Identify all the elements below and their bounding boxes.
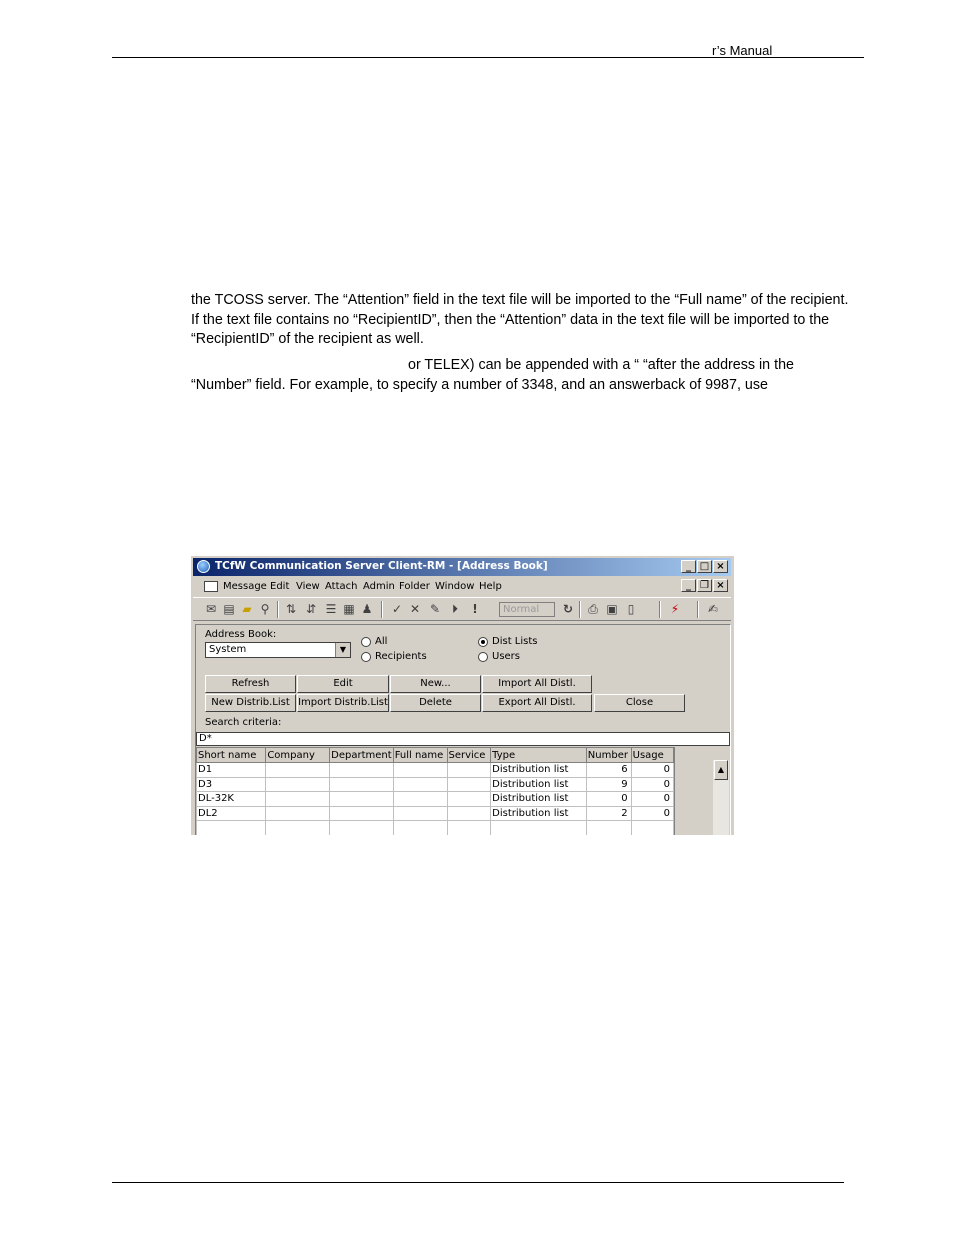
cell-service bbox=[447, 792, 491, 807]
cell-full-name bbox=[393, 792, 447, 807]
address-book-select[interactable] bbox=[205, 642, 351, 658]
radio-dist-lists-label: Dist Lists bbox=[492, 636, 538, 647]
cell-department bbox=[330, 763, 394, 778]
cell-short-name: D1 bbox=[197, 763, 266, 778]
cell-type bbox=[491, 821, 587, 835]
paragraph-answerback bbox=[191, 356, 851, 395]
export-all-button[interactable]: Export All Distl. bbox=[482, 694, 592, 712]
mdi-minimize-button[interactable]: _ bbox=[681, 579, 696, 592]
scroll-up-icon[interactable]: ▲ bbox=[714, 760, 728, 780]
print-icon[interactable]: ▦ bbox=[343, 602, 355, 616]
table-row[interactable] bbox=[197, 821, 674, 835]
search-criteria-label: Search criteria: bbox=[205, 717, 282, 728]
radio-dist-lists[interactable] bbox=[478, 637, 488, 647]
cell-service bbox=[447, 806, 491, 821]
column-short-name[interactable]: Short name bbox=[197, 748, 266, 763]
cell-full-name bbox=[393, 806, 447, 821]
cell-company bbox=[266, 777, 330, 792]
column-full-name[interactable]: Full name bbox=[393, 748, 447, 763]
cell-company bbox=[266, 763, 330, 778]
grid-empty-area bbox=[674, 747, 713, 835]
address-book-window bbox=[191, 556, 734, 835]
cell-number: 0 bbox=[586, 792, 631, 807]
toolbar-separator bbox=[277, 601, 279, 618]
cell-short-name: DL2 bbox=[197, 806, 266, 821]
stamp-icon[interactable]: ♟ bbox=[361, 602, 373, 616]
table-row[interactable] bbox=[197, 777, 674, 792]
radio-all-label: All bbox=[375, 636, 388, 647]
mdi-close-button[interactable]: × bbox=[713, 579, 728, 592]
vertical-scrollbar[interactable] bbox=[713, 760, 729, 835]
cell-service bbox=[447, 821, 491, 835]
menu-edit[interactable]: Edit bbox=[270, 581, 290, 592]
new-distrib-list-button[interactable]: New Distrib.List bbox=[205, 694, 296, 712]
import-distrib-list-button[interactable]: Import Distrib.List bbox=[297, 694, 389, 712]
grid-header-row bbox=[197, 748, 674, 763]
cell-number: 9 bbox=[586, 777, 631, 792]
column-usage[interactable]: Usage bbox=[631, 748, 673, 763]
cell-department bbox=[330, 806, 394, 821]
cell-company bbox=[266, 806, 330, 821]
address-book-value: System bbox=[209, 644, 247, 655]
maximize-button[interactable]: □ bbox=[697, 560, 712, 573]
radio-users-label: Users bbox=[492, 651, 521, 662]
cell-type: Distribution list bbox=[491, 792, 587, 807]
paragraph-answerback-line2: “Number” field. For example, to specify a number of 3348, and an answerback of 9987, use bbox=[191, 376, 768, 393]
globe-icon bbox=[197, 560, 210, 573]
paragraph-attention: the TCOSS server. The “Attention” field in the text file will be imported to the “Full name” of the recipient. If the text file contains no “RecipientID”, then the “Attention” data in the text file will be imported to the “RecipientID” of the recipient as well. bbox=[191, 292, 849, 347]
cell-service bbox=[447, 777, 491, 792]
toolbar-separator bbox=[381, 601, 383, 618]
address-book-label: Address Book: bbox=[205, 629, 277, 640]
window-title: TCfW Communication Server Client-RM - [Address Book] bbox=[215, 560, 548, 572]
cell-number: 2 bbox=[586, 806, 631, 821]
cell-type: Distribution list bbox=[491, 763, 587, 778]
cell-usage bbox=[631, 821, 673, 835]
cell-full-name bbox=[393, 777, 447, 792]
table-row[interactable] bbox=[197, 763, 674, 778]
menu-help[interactable]: Help bbox=[479, 581, 502, 592]
column-company[interactable]: Company bbox=[266, 748, 330, 763]
cell-full-name bbox=[393, 763, 447, 778]
column-department[interactable]: Department bbox=[331, 749, 392, 761]
cell-usage: 0 bbox=[631, 792, 673, 807]
chevron-down-icon[interactable]: ▼ bbox=[335, 643, 350, 657]
edit-icon[interactable]: ✎ bbox=[429, 602, 441, 616]
toolbar-separator bbox=[579, 601, 581, 618]
print-doc-icon[interactable]: ⎙ bbox=[588, 602, 598, 616]
paragraph-answerback-line1: or TELEX) can be appended with a “ “after the address in the bbox=[408, 357, 794, 373]
cell-type: Distribution list bbox=[491, 806, 587, 821]
delete-button[interactable]: Delete bbox=[390, 694, 481, 712]
header-title: r’s Manual bbox=[712, 43, 773, 58]
table-row[interactable] bbox=[197, 806, 674, 821]
fax-icon[interactable]: ▤ bbox=[223, 602, 235, 616]
cancel-icon[interactable]: ✕ bbox=[409, 602, 421, 616]
cell-service bbox=[447, 763, 491, 778]
import-all-button[interactable]: Import All Distl. bbox=[482, 675, 592, 693]
check-icon[interactable]: ✓ bbox=[391, 602, 403, 616]
compose-icon[interactable]: ✉ bbox=[205, 602, 217, 616]
results-grid bbox=[196, 747, 674, 835]
toolbar-separator bbox=[697, 601, 699, 618]
cell-usage: 0 bbox=[631, 777, 673, 792]
cell-number bbox=[586, 821, 631, 835]
cell-usage: 0 bbox=[631, 763, 673, 778]
dial-icon[interactable]: ⚡ bbox=[670, 602, 680, 616]
sort-icon[interactable]: ⇅ bbox=[285, 602, 297, 616]
open-folder-icon[interactable]: ▰ bbox=[242, 602, 252, 616]
cell-department bbox=[330, 821, 394, 835]
cell-type: Distribution list bbox=[491, 777, 587, 792]
menu-folder[interactable]: Folder bbox=[399, 581, 430, 592]
toolbar bbox=[193, 597, 731, 621]
cell-department bbox=[330, 792, 394, 807]
menu-message[interactable]: Message bbox=[223, 581, 267, 592]
save-icon[interactable]: ▣ bbox=[606, 602, 618, 616]
new-button[interactable]: New... bbox=[390, 675, 481, 693]
menu-admin[interactable]: Admin bbox=[363, 581, 395, 592]
cell-department bbox=[330, 777, 394, 792]
page-icon[interactable]: ▯ bbox=[627, 602, 635, 616]
toolbar-separator bbox=[659, 601, 661, 618]
column-service[interactable]: Service bbox=[447, 748, 491, 763]
next-icon[interactable]: ⏵ bbox=[451, 602, 458, 616]
close-button[interactable]: Close bbox=[594, 694, 685, 712]
priority-icon[interactable]: ! bbox=[472, 602, 478, 616]
cell-short-name: DL-32K bbox=[197, 792, 266, 807]
menu-view[interactable]: View bbox=[296, 581, 320, 592]
column-number[interactable]: Number bbox=[586, 748, 631, 763]
radio-recipients[interactable] bbox=[361, 652, 371, 662]
radio-all[interactable] bbox=[361, 637, 371, 647]
title-bar bbox=[193, 558, 731, 576]
find-icon[interactable]: ⚲ bbox=[260, 602, 270, 616]
menu-bar bbox=[193, 578, 731, 596]
column-type[interactable]: Type bbox=[491, 748, 587, 763]
cell-company bbox=[266, 792, 330, 807]
cell-full-name bbox=[393, 821, 447, 835]
forward-icon[interactable]: ☰ bbox=[325, 602, 337, 616]
close-window-button[interactable]: × bbox=[713, 560, 728, 573]
menu-attach[interactable]: Attach bbox=[325, 581, 358, 592]
cell-short-name: D3 bbox=[197, 777, 266, 792]
minimize-button[interactable]: _ bbox=[681, 560, 696, 573]
search-input[interactable]: D* bbox=[196, 732, 730, 746]
mdi-restore-button[interactable]: ❐ bbox=[697, 579, 712, 592]
document-icon bbox=[204, 581, 218, 592]
cell-company bbox=[266, 821, 330, 835]
cell-number: 6 bbox=[586, 763, 631, 778]
footer-rule bbox=[112, 1182, 844, 1183]
priority-combo[interactable]: Normal bbox=[499, 602, 555, 617]
cell-short-name bbox=[197, 821, 266, 835]
menu-window[interactable]: Window bbox=[435, 581, 475, 592]
spell-check-icon[interactable]: ✍ bbox=[707, 602, 719, 616]
table-row[interactable] bbox=[197, 792, 674, 807]
refresh-icon[interactable]: ↻ bbox=[562, 602, 574, 616]
radio-recipients-label: Recipients bbox=[375, 651, 427, 662]
cell-usage: 0 bbox=[631, 806, 673, 821]
refresh-button[interactable]: Refresh bbox=[205, 675, 296, 693]
edit-button[interactable]: Edit bbox=[297, 675, 389, 693]
radio-users[interactable] bbox=[478, 652, 488, 662]
sort-icon-2[interactable]: ⇵ bbox=[305, 602, 317, 616]
